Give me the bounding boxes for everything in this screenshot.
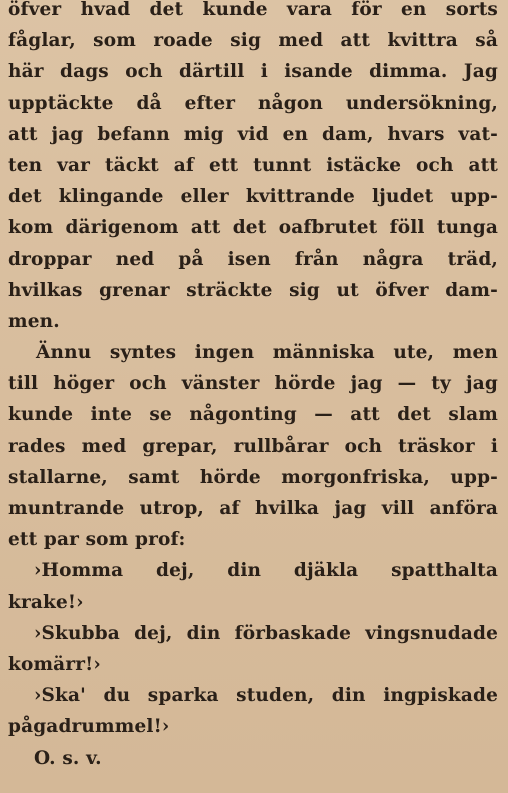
text-line: men.	[8, 310, 60, 332]
text-line: komärr!›	[8, 653, 101, 675]
closing	[8, 743, 498, 774]
text-line: ›Homma dej, din djäkla spatthalta	[34, 560, 498, 582]
text-line: upptäckte då efter någon undersökning,	[8, 92, 498, 114]
text-line: Ännu syntes ingen människa ute, men	[36, 342, 498, 364]
text-line: stallarne, samt hörde morgonfriska, upp-	[8, 466, 498, 488]
text-column	[8, 0, 498, 774]
text-line: krake!›	[8, 591, 84, 613]
text-line: ›Ska' du sparka studen, din ingpiskade	[34, 685, 498, 707]
text-line: pågadrummel!›	[8, 716, 170, 738]
text-line: kunde inte se någonting — att det slam	[8, 404, 498, 426]
quote-3	[8, 680, 498, 742]
text-line: ett par som prof:	[8, 529, 186, 551]
text-line: öfver hvad det kunde vara för en sorts	[8, 0, 498, 20]
text-line: det klingande eller kvittrande ljudet upp-	[8, 186, 498, 208]
text-line: hvilkas grenar sträckte sig ut öfver dam-	[8, 279, 498, 301]
text-line: till höger och vänster hörde jag — ty jag	[8, 373, 498, 395]
text-line: rades med grepar, rullbårar och träskor i	[8, 435, 498, 457]
text-line: fåglar, som roade sig med att kvittra så	[8, 30, 498, 52]
closing-text: O. s. v.	[34, 747, 102, 769]
paragraph-2	[8, 337, 498, 555]
quote-2	[8, 618, 498, 680]
quote-1	[8, 555, 498, 617]
text-line: ten var täckt af ett tunnt istäcke och att	[8, 154, 498, 176]
text-line: här dags och därtill i isande dimma. Jag	[8, 61, 498, 83]
text-line: att jag befann mig vid en dam, hvars vat-	[8, 123, 498, 145]
paragraph-1	[8, 0, 498, 337]
text-line: kom därigenom att det oafbrutet föll tunga	[8, 217, 498, 239]
text-line: ›Skubba dej, din förbaskade vingsnudade	[34, 622, 498, 644]
text-line: muntrande utrop, af hvilka jag vill anföra	[8, 498, 498, 519]
text-line: droppar ned på isen från några träd,	[8, 248, 498, 270]
